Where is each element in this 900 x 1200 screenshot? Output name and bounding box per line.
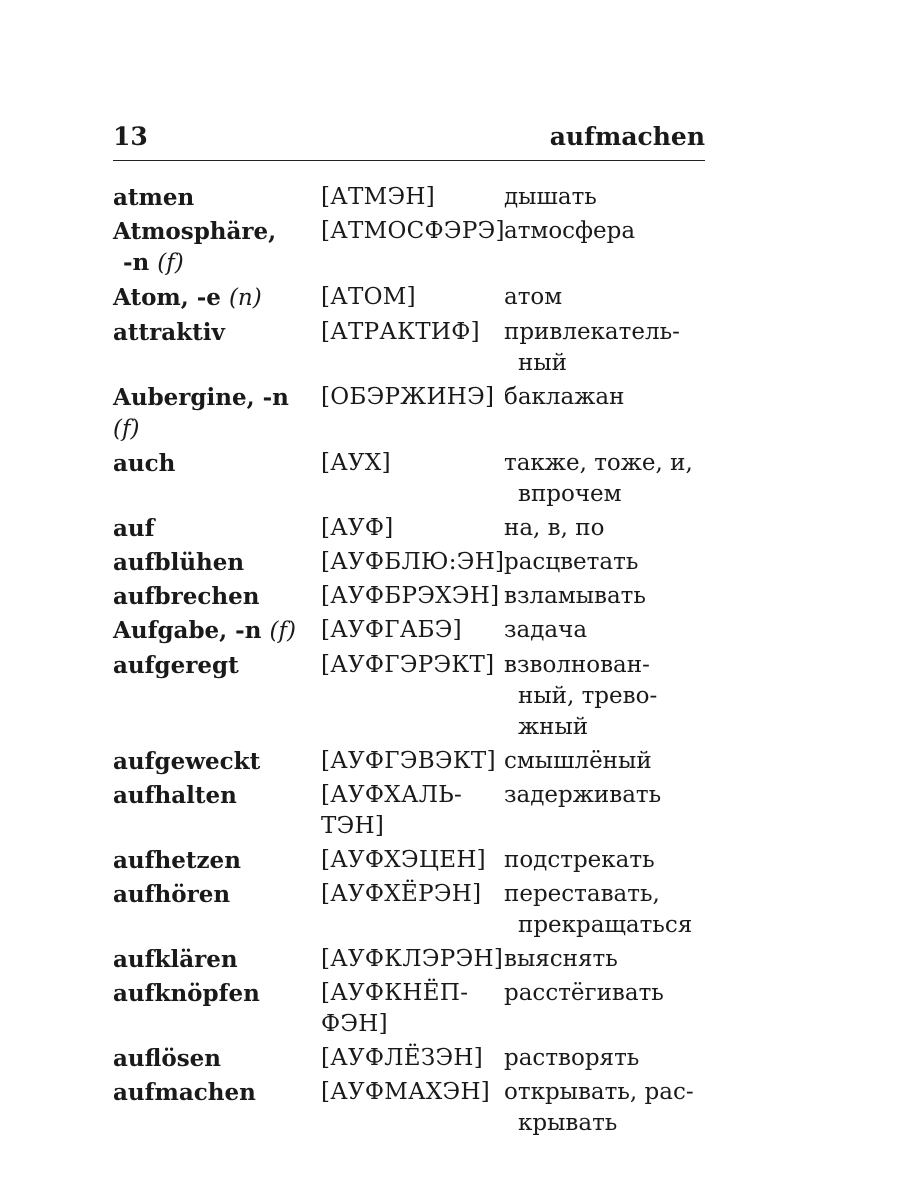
dictionary-entry	[113, 1077, 713, 1139]
headword-cell	[113, 581, 321, 612]
transcription: [АТМОСФЭРЭ]	[321, 218, 505, 244]
transcription-cell	[321, 978, 504, 1040]
headword: attraktiv	[113, 319, 225, 346]
transcription-cell	[321, 448, 504, 479]
transcription: [АУФГЭРЭКТ]	[321, 652, 495, 678]
translation-continued: прекращаться	[518, 912, 693, 938]
translation-cell	[504, 615, 713, 646]
dictionary-entry	[113, 746, 713, 777]
headword: auch	[113, 450, 176, 477]
transcription: [АТОМ]	[321, 284, 416, 310]
dictionary-entry	[113, 1043, 713, 1074]
headword-cell	[113, 382, 321, 445]
transcription: [АТРАКТИФ]	[321, 319, 480, 345]
translation: дышать	[504, 184, 597, 210]
translation: атмосфера	[504, 218, 636, 244]
translation: расцветать	[504, 549, 639, 575]
transcription: [АУФКНЁП-	[321, 980, 469, 1006]
headword-cell	[113, 1077, 321, 1108]
page-header	[113, 118, 705, 161]
translation: взламывать	[504, 583, 646, 609]
translation: расстёгивать	[504, 980, 664, 1006]
headword: atmen	[113, 184, 195, 211]
dictionary-entry	[113, 282, 713, 314]
translation-cell	[504, 978, 713, 1009]
headword: aufhalten	[113, 782, 237, 809]
headword-cell	[113, 547, 321, 578]
transcription-cell	[321, 780, 504, 842]
headword: Atom, -e	[113, 284, 221, 311]
translation-cell	[504, 581, 713, 612]
dictionary-entry	[113, 650, 713, 743]
headword-cell	[113, 513, 321, 544]
transcription-cell	[321, 845, 504, 876]
headword: auf	[113, 515, 155, 542]
dictionary-entry	[113, 780, 713, 842]
transcription: [АТМЭН]	[321, 184, 436, 210]
headword: aufknöpfen	[113, 980, 260, 1007]
transcription-cell	[321, 282, 504, 313]
translation-cell	[504, 216, 713, 247]
translation-cell	[504, 547, 713, 578]
dictionary-entry	[113, 581, 713, 612]
headword-cell	[113, 216, 321, 279]
headword: Aubergine, -n	[113, 384, 289, 411]
translation: задача	[504, 617, 588, 643]
translation: атом	[504, 284, 563, 310]
headword-cell	[113, 746, 321, 777]
translation: растворять	[504, 1045, 640, 1071]
translation-cell	[504, 1077, 713, 1139]
translation: баклажан	[504, 384, 625, 410]
translation-continued: ный, трево-	[518, 683, 658, 709]
headword: Atmosphäre,	[113, 218, 277, 245]
dictionary-entry	[113, 317, 713, 379]
translation-cell	[504, 448, 713, 510]
translation-cell	[504, 1043, 713, 1074]
transcription: [АУФБРЭХЭН]	[321, 583, 500, 609]
transcription-cell	[321, 615, 504, 646]
page-number: 13	[113, 122, 148, 151]
transcription-continued: ТЭН]	[321, 813, 385, 839]
headword: aufhören	[113, 881, 231, 908]
headword-cell	[113, 978, 321, 1009]
headword-cell	[113, 780, 321, 811]
transcription: [ОБЭРЖИНЭ]	[321, 384, 495, 410]
transcription-cell	[321, 182, 504, 213]
translation: также, тоже, и,	[504, 450, 693, 476]
transcription: [АУФ]	[321, 515, 394, 541]
dictionary-entries	[113, 182, 713, 1142]
dictionary-entry	[113, 216, 713, 279]
translation-continued: жный	[518, 714, 589, 740]
gender-marker: (n)	[228, 285, 262, 311]
headword: Aufgabe, -n	[113, 617, 262, 644]
transcription: [АУФБЛЮ:ЭН]	[321, 549, 505, 575]
dictionary-entry	[113, 448, 713, 510]
headword: aufhetzen	[113, 847, 241, 874]
headword-cell	[113, 845, 321, 876]
headword-cell	[113, 282, 321, 314]
transcription-cell	[321, 944, 504, 975]
dictionary-entry	[113, 879, 713, 941]
dictionary-entry	[113, 547, 713, 578]
translation-cell	[504, 650, 713, 743]
translation: на, в, по	[504, 515, 605, 541]
running-head: aufmachen	[549, 122, 705, 151]
headword-cell	[113, 317, 321, 348]
translation: задерживать	[504, 782, 662, 808]
translation: взволнован-	[504, 652, 650, 678]
transcription: [АУХ]	[321, 450, 391, 476]
translation: выяснять	[504, 946, 618, 972]
headword-cell	[113, 650, 321, 681]
headword-line2	[113, 247, 321, 279]
translation-cell	[504, 845, 713, 876]
translation: переставать,	[504, 881, 660, 907]
headword-cell	[113, 182, 321, 213]
transcription-cell	[321, 746, 504, 777]
transcription: [АУФЛЁЗЭН]	[321, 1045, 484, 1071]
headword-cell	[113, 448, 321, 479]
translation-cell	[504, 879, 713, 941]
transcription: [АУФМАХЭН]	[321, 1079, 491, 1105]
translation-cell	[504, 780, 713, 811]
transcription-cell	[321, 581, 504, 612]
dictionary-entry	[113, 513, 713, 544]
headword: aufmachen	[113, 1079, 256, 1106]
headword-cell	[113, 879, 321, 910]
translation: привлекатель-	[504, 319, 680, 345]
transcription: [АУФХЭЦЕН]	[321, 847, 486, 873]
transcription: [АУФХАЛЬ-	[321, 782, 463, 808]
headword-cell	[113, 944, 321, 975]
translation-cell	[504, 282, 713, 313]
translation-cell	[504, 317, 713, 379]
transcription: [АУФГАБЭ]	[321, 617, 462, 643]
headword: aufklären	[113, 946, 238, 973]
transcription-cell	[321, 650, 504, 681]
transcription-cell	[321, 879, 504, 910]
headword-cell	[113, 1043, 321, 1074]
headword: auflösen	[113, 1045, 221, 1072]
headword: aufgeregt	[113, 652, 239, 679]
dictionary-entry	[113, 615, 713, 647]
translation: подстрекать	[504, 847, 655, 873]
translation-continued: ный	[518, 350, 567, 376]
translation: открывать, рас-	[504, 1079, 694, 1105]
headword-cell	[113, 615, 321, 647]
transcription-cell	[321, 1077, 504, 1108]
transcription: [АУФКЛЭРЭН]	[321, 946, 504, 972]
translation-cell	[504, 382, 713, 413]
transcription-cell	[321, 216, 504, 247]
transcription: [АУФГЭВЭКТ]	[321, 748, 496, 774]
translation-cell	[504, 944, 713, 975]
translation-cell	[504, 513, 713, 544]
gender-marker: (f)	[269, 618, 296, 644]
transcription-cell	[321, 547, 504, 578]
dictionary-entry	[113, 382, 713, 445]
transcription-cell	[321, 317, 504, 348]
gender-marker: (f)	[157, 250, 184, 276]
headword: aufbrechen	[113, 583, 260, 610]
transcription-continued: ФЭН]	[321, 1011, 388, 1037]
translation-cell	[504, 182, 713, 213]
transcription: [АУФХЁРЭН]	[321, 881, 482, 907]
transcription-cell	[321, 382, 504, 413]
dictionary-entry	[113, 845, 713, 876]
transcription-cell	[321, 513, 504, 544]
transcription-cell	[321, 1043, 504, 1074]
translation-continued: крывать	[518, 1110, 618, 1136]
translation-continued: впрочем	[518, 481, 622, 507]
translation: смышлёный	[504, 748, 652, 774]
headword: aufgeweckt	[113, 748, 261, 775]
headword-plural: -n	[123, 249, 150, 276]
gender-marker: (f)	[113, 416, 140, 442]
dictionary-entry	[113, 182, 713, 213]
headword: aufblühen	[113, 549, 245, 576]
translation-cell	[504, 746, 713, 777]
dictionary-entry	[113, 978, 713, 1040]
headword-line2	[113, 413, 321, 445]
dictionary-entry	[113, 944, 713, 975]
